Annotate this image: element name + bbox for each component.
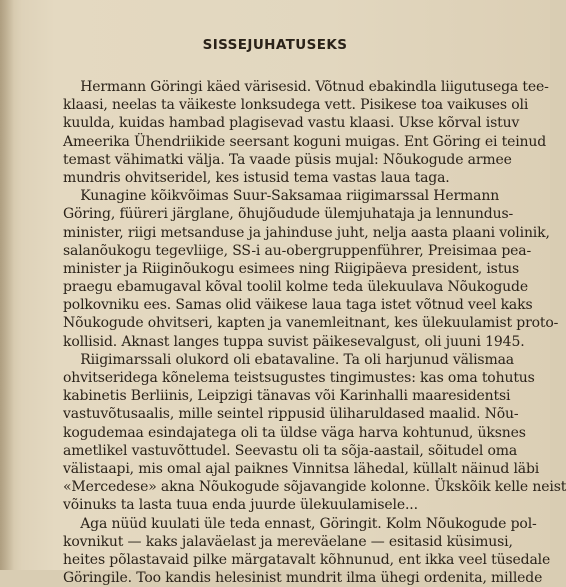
text-line: heites põlastavaid pilke märgatavalt kõhnunud, ent ikka veel tüsedale (63, 551, 551, 568)
body-text (63, 78, 566, 587)
text-line: Kunagine kõikvõimas Suur-Saksamaa riigimarssal Hermann (63, 188, 500, 205)
text-line: kogudemaa esindajatega oli ta üldse väga harva kohtunud, üksnes (63, 424, 526, 441)
text-line: minister ja Riiginõukogu esimees ning Riigipäeva president, istus (63, 260, 520, 277)
text-line: kovnikut — kaks jalaväelast ja mereväelane — esitasid küsimusi, (63, 533, 513, 550)
text-line: Nõukogude ohvitseri, kapten ja vanemleitnant, kes ülekuulamist proto- (63, 315, 559, 332)
text-line: vastuvõtusaalis, mille seintel rippusid üliharuldased maalid. Nõu- (63, 406, 519, 423)
text-line: polkovniku ees. Samas olid väikese laua taga istet võtnud veel kaks (63, 297, 533, 314)
text-line: kabinetis Berliinis, Leipzigi tänavas või Karinhalli maaresidentsi (63, 388, 511, 405)
text-line: Aga nüüd kuulati üle teda ennast, Göringit. Kolm Nõukogude pol- (63, 515, 537, 532)
text-line: klaasi, neelas ta väikeste lonksudega vett. Pisikese toa vaikuses oli (63, 97, 529, 114)
text-line: Ameerika Ühendriikide seersant koguni muigas. Ent Göring ei teinud (63, 133, 547, 150)
text-line: võinuks ta lasta tuua enda juurde ülekuulamisele... (63, 497, 418, 514)
text-line: ohvitseridega kõnelema teistsugustes tingimustes: kas oma tohutus (63, 370, 535, 386)
text-line: praegu ebamugaval kõval toolil kolme teda ülekuulava Nõukogude (63, 279, 528, 296)
text-line: «Mercedese» akna Nõukogude sõjavangide kolonne. Ükskõik kelle neist (63, 479, 566, 496)
text-line: minister, riigi metsanduse ja jahinduse juht, nelja aasta plaani volinik, (63, 224, 550, 241)
text-line: temast vähimatki välja. Ta vaade püsis mujal: Nõukogude armee (63, 151, 512, 168)
text-line: Riigimarssali olukord oli ebatavaline. Ta oli harjunud välismaa (63, 351, 514, 368)
text-line: Göringile. Too kandis helesinist mundrit ilma ühegi ordenita, millede (63, 570, 543, 587)
text-line: Hermann Göringi käed värisesid. Võtnud ebakindla liigutusega tee- (63, 79, 549, 95)
text-line: kollisid. Aknast langes tuppa suvist päikesevalgust, oli juuni 1945. (63, 333, 525, 350)
text-line: ametlikel vastuvõttudel. Seevastu oli ta sõja-aastail, sõitudel oma (63, 442, 518, 459)
text-line: kuulda, kuidas hambad plagisevad vastu klaasi. Ukse kõrval istuv (63, 115, 520, 132)
text-line: mundris ohvitseridel, kes istusid tema vastas laua taga. (63, 169, 450, 186)
text-line: salanõukogu tegevliige, SS-i au-obergruppenführer, Preisimaa pea- (63, 242, 532, 259)
text-line: välistaapi, mis omal ajal paiknes Vinnitsa lähedal, küllalt näinud läbi (63, 460, 540, 477)
chapter-heading: SISSEJUHATUSEKS (202, 37, 348, 53)
text-line: Göring, füüreri järglane, õhujõudude ülemjuhataja ja lennundus- (63, 206, 514, 223)
